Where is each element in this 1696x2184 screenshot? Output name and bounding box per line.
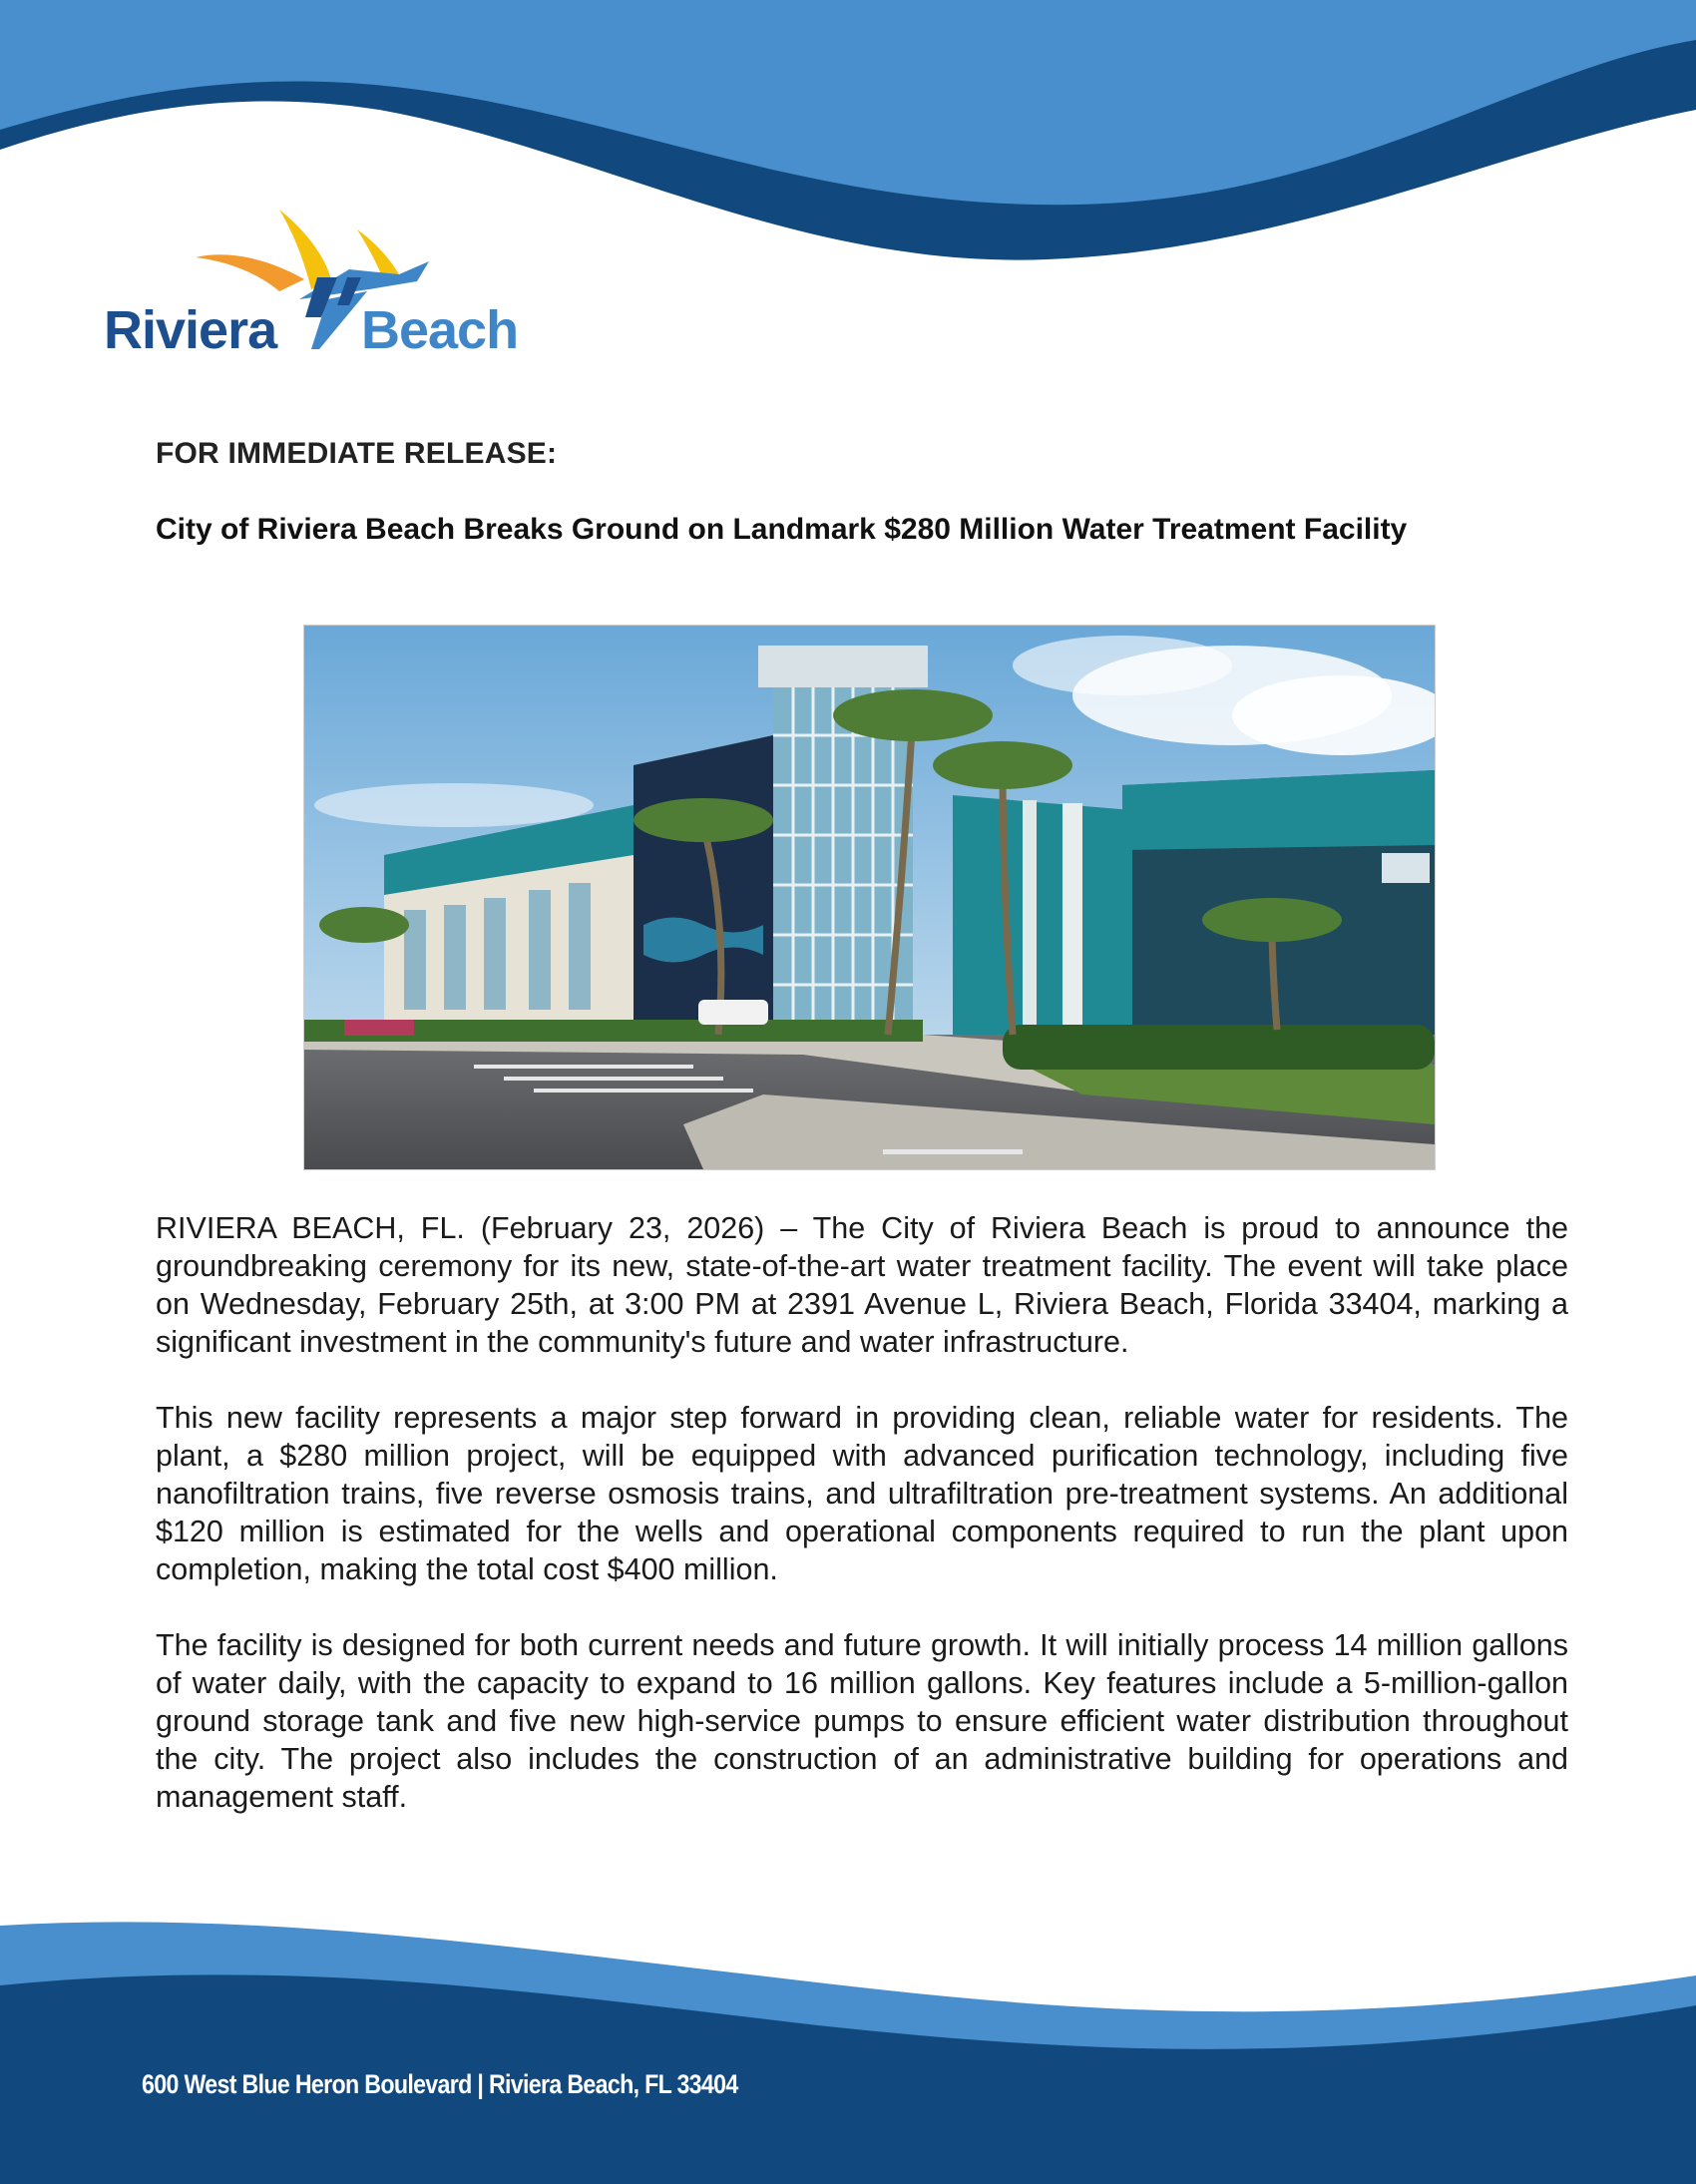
logo-word-beach: Beach xyxy=(361,300,519,360)
riviera-beach-logo xyxy=(100,200,539,369)
article-body xyxy=(156,1209,1568,1854)
headline: City of Riviera Beach Breaks Ground on Landmark $280 Million Water Treatment Facility xyxy=(156,513,1408,546)
body-paragraph: RIVIERA BEACH, FL. (February 23, 2026) – The City of Riviera Beach is proud to announce the groundbreaking ceremony for its new, state-of-the-art water treatment facility. The event will take place on Wednesday, February 25th, at 3:00 PM at 2391 Avenue L, Riviera Beach, Florida 33404, marking a significant investment in the community's future and water infrastructure. xyxy=(156,1211,1568,1359)
body-paragraph: The facility is designed for both current needs and future growth. It will initially process 14 million gallons of water daily, with the capacity to expand to 16 million gallons. Key features include a 5-million-gallon ground storage tank and five new high-service pumps to ensure efficient water distribution throughout the city. The project also includes the construction of an administrative building for operations and management staff. xyxy=(156,1628,1568,1814)
facility-rendering-image xyxy=(303,625,1436,1170)
footer-wave xyxy=(0,1916,1696,2184)
body-paragraph: This new facility represents a major step forward in providing clean, reliable water for residents. The plant, a $280 million project, will be equipped with advanced purification technology, including five nanofiltration trains, five reverse osmosis trains, and ultrafiltration pre-treatment systems. An additional $120 million is estimated for the wells and operational components required to run the plant upon completion, making the total cost $400 million. xyxy=(156,1401,1568,1586)
footer-address: 600 West Blue Heron Boulevard | Riviera Beach, FL 33404 xyxy=(142,2069,738,2099)
release-label: FOR IMMEDIATE RELEASE: xyxy=(156,437,558,470)
logo-word-riviera: Riviera xyxy=(104,300,277,360)
